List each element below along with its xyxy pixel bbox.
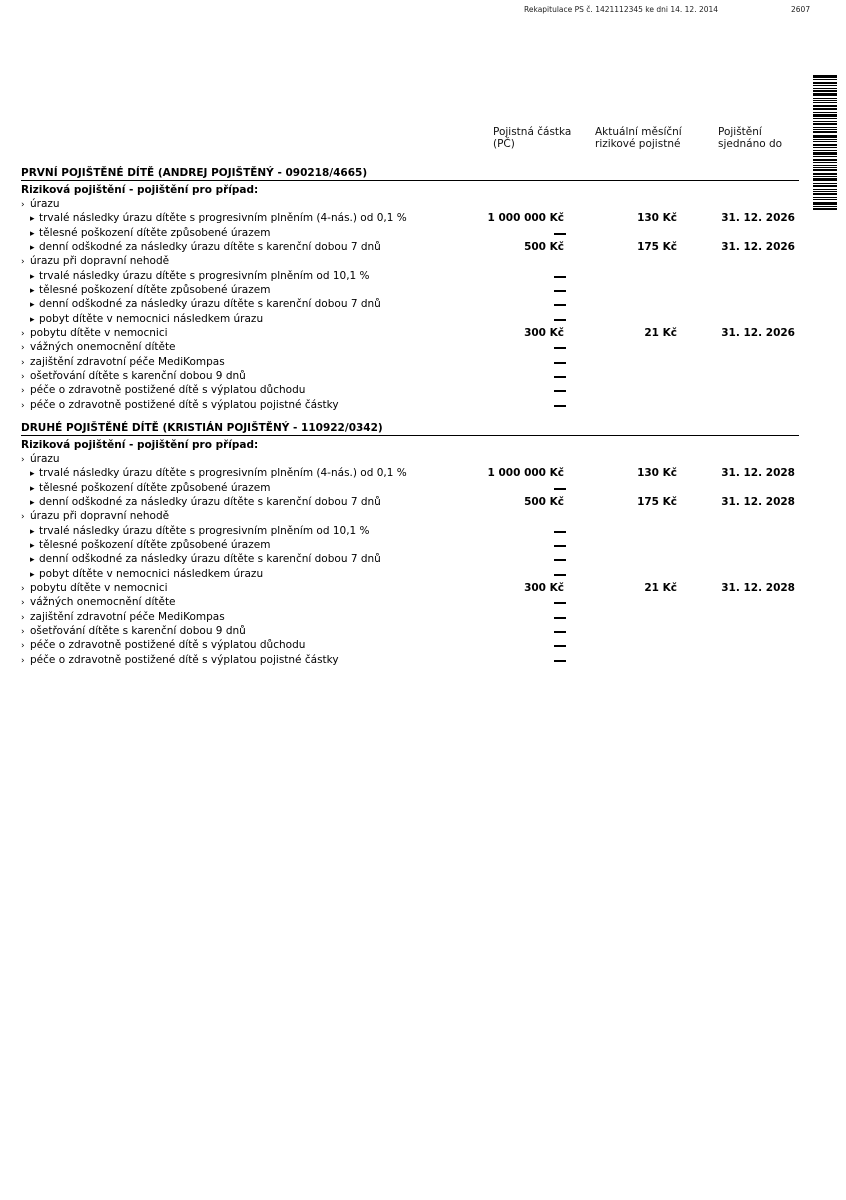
insured-amount: 500 Kč xyxy=(524,241,564,254)
not-included-dash xyxy=(554,631,566,633)
triangle-bullet-icon: ▸ xyxy=(30,228,35,239)
coverage-row xyxy=(21,269,799,283)
monthly-premium: 130 Kč xyxy=(637,212,677,225)
end-date: 31. 12. 2028 xyxy=(721,496,795,509)
coverage-row xyxy=(21,610,799,624)
coverage-row xyxy=(21,466,799,480)
coverage-row xyxy=(21,567,799,581)
coverage-label xyxy=(21,610,225,625)
end-date: 31. 12. 2026 xyxy=(721,327,795,340)
coverage-label xyxy=(21,595,176,610)
coverage-label-text: zajištění zdravotní péče MediKompas xyxy=(30,355,225,368)
barcode-gap xyxy=(813,210,837,211)
monthly-premium: 175 Kč xyxy=(637,496,677,509)
coverage-row xyxy=(21,226,799,240)
end-date: 31. 12. 2028 xyxy=(721,467,795,480)
coverage-row xyxy=(21,595,799,609)
coverage-label xyxy=(30,466,407,481)
monthly-premium: 130 Kč xyxy=(637,467,677,480)
coverage-label xyxy=(21,383,305,398)
coverage-row xyxy=(21,326,799,340)
chevron-right-icon: › xyxy=(21,641,25,652)
coverage-label-text: úrazu při dopravní nehodě xyxy=(30,510,170,523)
coverage-label-text: péče o zdravotně postižené dítě s výplatou pojistné částky xyxy=(30,653,339,666)
triangle-bullet-icon: ▸ xyxy=(30,498,35,509)
not-included-dash xyxy=(554,290,566,292)
chevron-right-icon: › xyxy=(21,329,25,340)
coverage-label-text: denní odškodné za následky úrazu dítěte s karenční dobou 7 dnů xyxy=(39,298,381,311)
triangle-bullet-icon: ▸ xyxy=(30,569,35,580)
section-subtitle: Riziková pojištění - pojištění pro případ: xyxy=(21,439,259,451)
coverage-label-text: pobytu dítěte v nemocnici xyxy=(30,327,168,340)
triangle-bullet-icon: ▸ xyxy=(30,526,35,537)
not-included-dash xyxy=(554,545,566,547)
coverage-label xyxy=(30,567,263,582)
coverage-label-text: pobyt dítěte v nemocnici následkem úrazu xyxy=(39,567,264,580)
column-header-end-date-line2: sjednáno do xyxy=(718,138,783,150)
coverage-row xyxy=(21,524,799,538)
not-included-dash xyxy=(554,574,566,576)
not-included-dash xyxy=(554,276,566,278)
column-header-sum-line2: (PČ) xyxy=(493,138,515,150)
coverage-row xyxy=(21,538,799,552)
coverage-row xyxy=(21,240,799,254)
coverage-row xyxy=(21,552,799,566)
not-included-dash xyxy=(554,660,566,662)
not-included-dash xyxy=(554,319,566,321)
chevron-right-icon: › xyxy=(21,400,25,411)
column-header-end-date-line1: Pojištění xyxy=(718,126,762,138)
coverage-label xyxy=(21,340,176,355)
coverage-row xyxy=(21,211,799,225)
coverage-row xyxy=(21,481,799,495)
coverage-label xyxy=(21,452,60,467)
triangle-bullet-icon: ▸ xyxy=(30,555,35,566)
end-date: 31. 12. 2028 xyxy=(721,582,795,595)
chevron-right-icon: › xyxy=(21,343,25,354)
section-second-child xyxy=(21,422,799,667)
column-header-premium-line2: rizikové pojistné xyxy=(595,138,681,150)
coverage-label xyxy=(30,481,270,496)
coverage-row xyxy=(21,340,799,354)
chevron-right-icon: › xyxy=(21,200,25,210)
coverage-label-text: ošetřování dítěte s karenční dobou 9 dnů xyxy=(30,370,246,383)
not-included-dash xyxy=(554,602,566,604)
coverage-label xyxy=(21,369,246,384)
not-included-dash xyxy=(554,376,566,378)
coverage-label-text: tělesné poškození dítěte způsobené úrazem xyxy=(39,539,271,552)
coverage-label xyxy=(30,211,407,226)
not-included-dash xyxy=(554,559,566,561)
coverage-rows xyxy=(21,452,799,667)
coverage-label xyxy=(21,254,169,269)
triangle-bullet-icon: ▸ xyxy=(30,271,35,282)
coverage-row xyxy=(21,638,799,652)
chevron-right-icon: › xyxy=(21,357,25,368)
section-first-child xyxy=(21,167,799,412)
coverage-label-text: ošetřování dítěte s karenční dobou 9 dnů xyxy=(30,625,246,638)
insured-amount: 1 000 000 Kč xyxy=(487,467,564,480)
coverage-row xyxy=(21,283,799,297)
not-included-dash xyxy=(554,405,566,407)
coverage-label xyxy=(30,495,381,510)
triangle-bullet-icon: ▸ xyxy=(30,300,35,311)
triangle-bullet-icon: ▸ xyxy=(30,314,35,325)
coverage-row xyxy=(21,297,799,311)
not-included-dash xyxy=(554,347,566,349)
coverage-label-text: denní odškodné za následky úrazu dítěte s karenční dobou 7 dnů xyxy=(39,553,381,566)
insured-amount: 1 000 000 Kč xyxy=(487,212,564,225)
coverage-label xyxy=(30,283,270,298)
column-header-end-date xyxy=(718,126,782,150)
coverage-label xyxy=(30,552,381,567)
coverage-label-text: denní odškodné za následky úrazu dítěte s karenční dobou 7 dnů xyxy=(39,241,381,254)
coverage-label-text: vážných onemocnění dítěte xyxy=(30,596,176,609)
coverage-row xyxy=(21,452,799,466)
monthly-premium: 21 Kč xyxy=(644,582,677,595)
column-header-premium-line1: Aktuální měsíční xyxy=(595,126,682,138)
coverage-label xyxy=(30,524,370,539)
not-included-dash xyxy=(554,531,566,533)
column-header-sum-line1: Pojistná částka xyxy=(493,126,572,138)
coverage-label-text: vážných onemocnění dítěte xyxy=(30,341,176,354)
coverage-label xyxy=(21,581,168,596)
coverage-label xyxy=(30,538,270,553)
triangle-bullet-icon: ▸ xyxy=(30,541,35,552)
coverage-label xyxy=(30,297,381,312)
coverage-label-text: tělesné poškození dítěte způsobené úrazem xyxy=(39,481,271,494)
coverage-label xyxy=(21,355,225,370)
coverage-label-text: úrazu xyxy=(30,198,60,210)
coverage-label-text: tělesné poškození dítěte způsobené úrazem xyxy=(39,226,271,239)
coverage-row xyxy=(21,509,799,523)
coverage-label xyxy=(21,638,305,653)
coverage-rows xyxy=(21,197,799,412)
chevron-right-icon: › xyxy=(21,584,25,595)
chevron-right-icon: › xyxy=(21,612,25,623)
coverage-row xyxy=(21,653,799,667)
not-included-dash xyxy=(554,617,566,619)
not-included-dash xyxy=(554,233,566,235)
coverage-label xyxy=(21,398,339,413)
chevron-right-icon: › xyxy=(21,512,25,523)
coverage-label-text: úrazu xyxy=(30,453,60,465)
coverage-label xyxy=(30,312,263,327)
coverage-label xyxy=(30,240,381,255)
triangle-bullet-icon: ▸ xyxy=(30,243,35,254)
not-included-dash xyxy=(554,390,566,392)
coverage-label-text: pobytu dítěte v nemocnici xyxy=(30,582,168,595)
coverage-row xyxy=(21,383,799,397)
insured-amount: 300 Kč xyxy=(524,582,564,595)
coverage-label-text: péče o zdravotně postižené dítě s výplatou důchodu xyxy=(30,384,306,397)
not-included-dash xyxy=(554,645,566,647)
page-code: 2607 xyxy=(791,5,811,14)
coverage-label-text: zajištění zdravotní péče MediKompas xyxy=(30,610,225,623)
column-header-sum xyxy=(493,126,571,150)
end-date: 31. 12. 2026 xyxy=(721,212,795,225)
not-included-dash xyxy=(554,488,566,490)
monthly-premium: 21 Kč xyxy=(644,327,677,340)
coverage-label xyxy=(21,653,339,668)
coverage-label-text: péče o zdravotně postižené dítě s výplatou pojistné částky xyxy=(30,398,339,411)
triangle-bullet-icon: ▸ xyxy=(30,214,35,225)
coverage-label xyxy=(30,226,270,241)
column-header-premium xyxy=(595,126,682,150)
monthly-premium: 175 Kč xyxy=(637,241,677,254)
chevron-right-icon: › xyxy=(21,372,25,383)
coverage-row xyxy=(21,624,799,638)
coverage-row xyxy=(21,197,799,211)
coverage-label-text: péče o zdravotně postižené dítě s výplatou důchodu xyxy=(30,639,306,652)
coverage-label-text: tělesné poškození dítěte způsobené úrazem xyxy=(39,284,271,297)
coverage-label-text: trvalé následky úrazu dítěte s progresivním plněním od 10,1 % xyxy=(39,269,370,282)
coverage-row xyxy=(21,369,799,383)
coverage-label-text: trvalé následky úrazu dítěte s progresivním plněním (4-nás.) od 0,1 % xyxy=(39,467,407,480)
coverage-label-text: trvalé následky úrazu dítěte s progresivním plněním od 10,1 % xyxy=(39,524,370,537)
recap-header: Rekapitulace PS č. 1421112345 ke dni 14. 12. 2014 xyxy=(524,5,719,14)
coverage-row xyxy=(21,355,799,369)
barcode-image xyxy=(813,75,837,212)
chevron-right-icon: › xyxy=(21,455,25,465)
chevron-right-icon: › xyxy=(21,598,25,609)
coverage-label-text: trvalé následky úrazu dítěte s progresivním plněním (4-nás.) od 0,1 % xyxy=(39,212,407,225)
section-title: PRVNÍ POJIŠTĚNÉ DÍTĚ (ANDREJ POJIŠTĚNÝ - 090218/4665) xyxy=(21,167,799,181)
coverage-row xyxy=(21,581,799,595)
coverage-label-text: úrazu při dopravní nehodě xyxy=(30,255,170,268)
coverage-row xyxy=(21,398,799,412)
section-subtitle: Riziková pojištění - pojištění pro případ: xyxy=(21,184,259,196)
chevron-right-icon: › xyxy=(21,655,25,666)
coverage-label xyxy=(21,326,168,341)
insured-amount: 500 Kč xyxy=(524,496,564,509)
triangle-bullet-icon: ▸ xyxy=(30,483,35,494)
chevron-right-icon: › xyxy=(21,627,25,638)
coverage-label-text: pobyt dítěte v nemocnici následkem úrazu xyxy=(39,312,264,325)
coverage-row xyxy=(21,495,799,509)
chevron-right-icon: › xyxy=(21,257,25,268)
coverage-row xyxy=(21,254,799,268)
triangle-bullet-icon: ▸ xyxy=(30,286,35,297)
section-title: DRUHÉ POJIŠTĚNÉ DÍTĚ (KRISTIÁN POJIŠTĚNÝ - 110922/0342) xyxy=(21,422,799,436)
coverage-label-text: denní odškodné za následky úrazu dítěte s karenční dobou 7 dnů xyxy=(39,496,381,509)
coverage-label xyxy=(21,624,246,639)
chevron-right-icon: › xyxy=(21,386,25,397)
end-date: 31. 12. 2026 xyxy=(721,241,795,254)
coverage-label xyxy=(21,197,60,212)
triangle-bullet-icon: ▸ xyxy=(30,469,35,480)
coverage-row xyxy=(21,312,799,326)
not-included-dash xyxy=(554,362,566,364)
not-included-dash xyxy=(554,304,566,306)
insured-amount: 300 Kč xyxy=(524,327,564,340)
coverage-label xyxy=(30,269,370,284)
coverage-label xyxy=(21,509,169,524)
